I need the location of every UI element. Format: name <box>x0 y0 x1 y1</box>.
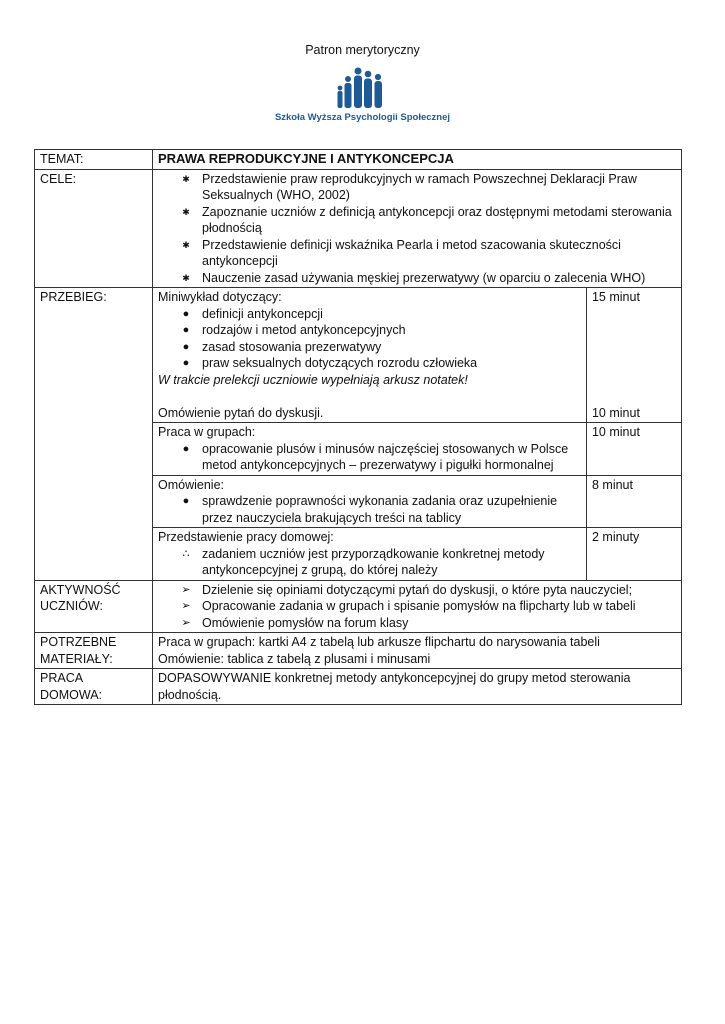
list-item: ➢ Omówienie pomysłów na forum klasy <box>158 615 676 632</box>
cele-content <box>153 169 682 288</box>
przebieg-label: PRZEBIEG: <box>35 288 153 581</box>
homework-content <box>153 528 587 581</box>
time-homework: 2 minuty <box>586 528 681 581</box>
materialy-line-1: Praca w grupach: kartki A4 z tabelą lub arkusze flipchartu do narysowania tabeli <box>158 635 600 649</box>
aktywnosc-content <box>153 580 682 633</box>
arrow-bullet-icon: ➢ <box>181 583 191 596</box>
review-list <box>158 493 581 526</box>
minilecture-list <box>158 306 581 372</box>
list-item: ● rodzajów i metod antykoncepcyjnych <box>158 322 581 339</box>
row-aktywnosc <box>35 580 682 633</box>
arrow-bullet-icon: ➢ <box>181 600 191 612</box>
praca-domowa-label: PRACA DOMOWA: <box>35 669 153 705</box>
minilecture-intro: Miniwykład dotyczący: <box>158 290 282 304</box>
list-item: ● sprawdzenie poprawności wykonania zadania oraz uzupełnienie przez nauczyciela brakujących treści na tablicy <box>158 493 581 526</box>
bullet-icon: ● <box>182 324 190 336</box>
review-intro: Omówienie: <box>158 477 224 492</box>
list-item: ✱ Przedstawienie praw reprodukcyjnych w ramach Powszechnej Deklaracji Praw Seksualnych (WHO, 2002) <box>158 171 676 204</box>
list-item: ➢ Opracowanie zadania w grupach i spisanie pomysłów na flipcharty lub w tabeli <box>158 598 676 615</box>
bullet-icon: ● <box>182 340 190 353</box>
lesson-plan-table <box>34 149 682 705</box>
time-groups: 10 minut <box>586 423 681 476</box>
materialy-line-2: Omówienie: tablica z tabelą z plusami i minusami <box>158 651 431 666</box>
asterisk-bullet-icon: ✱ <box>182 206 190 217</box>
minilecture-note: W trakcie prelekcji uczniowie wypełniają arkusz notatek! <box>158 372 468 387</box>
minilecture-content <box>153 288 587 423</box>
list-item: ● praw seksualnych dotyczących rozrodu człowieka <box>158 355 581 372</box>
bullet-icon: ● <box>182 307 190 320</box>
aktywnosc-list <box>158 582 676 632</box>
praca-domowa-value: DOPASOWYWANIE konkretnej metody antykoncepcyjnej do grupy metod sterowania płodnością. <box>153 669 682 705</box>
time-discussion: 10 minut <box>591 405 640 420</box>
minilecture-discussion: Omówienie pytań do dyskusji. <box>158 405 324 420</box>
bullet-icon: ● <box>182 442 190 455</box>
time-minilecture: 15 minut <box>591 290 640 304</box>
logo-text: Szkoła Wyższa Psychologii Społecznej <box>274 112 451 123</box>
asterisk-bullet-icon: ✱ <box>182 239 190 250</box>
people-logo-icon <box>334 66 384 108</box>
list-item: ✱ Zapoznanie uczniów z definicją antykoncepcji oraz dostępnymi metodami sterowania płodnością <box>158 204 676 237</box>
list-item: ● definicji antykoncepcji <box>158 306 581 323</box>
groups-intro: Praca w grupach: <box>158 425 256 439</box>
temat-label: TEMAT: <box>35 150 153 170</box>
time-review: 8 minut <box>586 475 681 528</box>
list-item: ● opracowanie plusów i minusów najczęściej stosowanych w Polsce metod antykoncepcyjnych – prezerwatywy i pigułki hormonalnej <box>158 441 581 474</box>
materialy-label: POTRZEBNE MATERIAŁY: <box>35 633 153 669</box>
arrow-bullet-icon: ➢ <box>181 616 191 629</box>
list-item: ● zasad stosowania prezerwatywy <box>158 339 581 356</box>
bullet-icon: ● <box>182 357 190 369</box>
materialy-content <box>153 633 682 669</box>
row-temat <box>35 150 682 170</box>
document-header <box>0 0 725 140</box>
list-item: ∴ zadaniem uczniów jest przyporządkowanie konkretnej metody antykoncepcyjnej z grupą, do której należy <box>158 546 581 579</box>
row-przebieg-minilecture <box>35 288 682 423</box>
cele-list <box>158 171 676 287</box>
aktywnosc-label: AKTYWNOŚĆ UCZNIÓW: <box>35 580 153 633</box>
cele-label: CELE: <box>35 169 153 288</box>
homework-list <box>158 546 581 579</box>
patron-label: Patron merytoryczny <box>305 43 420 57</box>
list-item: ➢ Dzielenie się opiniami dotyczącymi pytań do dyskusji, o które pyta nauczyciel; <box>158 582 676 599</box>
minilecture-times <box>586 288 681 423</box>
groups-content <box>153 423 587 476</box>
list-item: ✱ Nauczenie zasad używania męskiej prezerwatywy (w oparciu o zalecenia WHO) <box>158 270 676 287</box>
groups-list <box>158 441 581 474</box>
therefore-bullet-icon: ∴ <box>182 547 190 560</box>
bullet-icon: ● <box>182 495 190 507</box>
homework-intro: Przedstawienie pracy domowej: <box>158 530 334 544</box>
asterisk-bullet-icon: ✱ <box>182 173 190 184</box>
row-materialy <box>35 633 682 669</box>
temat-value: PRAWA REPRODUKCYJNE I ANTYKONCEPCJA <box>153 150 682 170</box>
list-item: ✱ Przedstawienie definicji wskaźnika Pearla i metod szacowania skuteczności antykoncepcji <box>158 237 676 270</box>
row-cele <box>35 169 682 288</box>
asterisk-bullet-icon: ✱ <box>182 272 190 283</box>
review-content <box>153 475 587 528</box>
row-praca-domowa <box>35 669 682 705</box>
